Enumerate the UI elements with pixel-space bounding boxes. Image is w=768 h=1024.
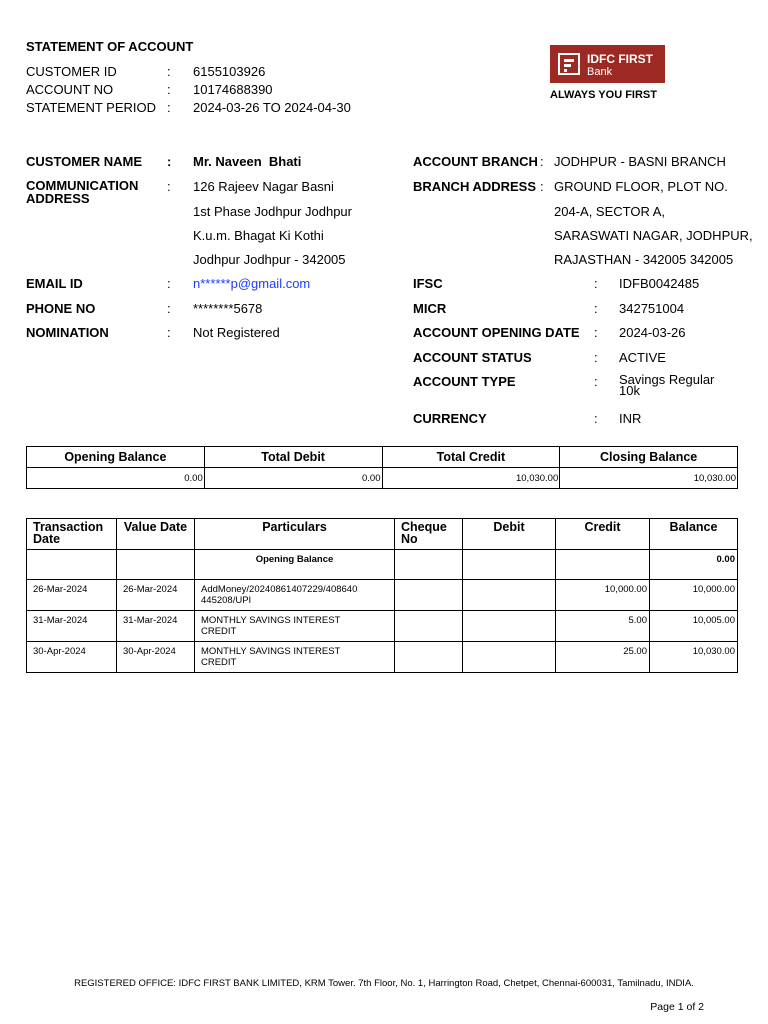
value-date: 30-Apr-2024: [117, 642, 195, 673]
total-debit-value: 0.00: [204, 468, 382, 489]
account-type-value: Savings Regular 10k: [619, 372, 715, 398]
txn-date: 30-Apr-2024: [27, 642, 117, 673]
value-date: 31-Mar-2024: [117, 611, 195, 642]
cheque-no: [395, 580, 463, 611]
header-cheque-no: Cheque No: [395, 519, 463, 550]
opening-balance-row: [27, 550, 738, 580]
branch-address-line: 204-A, SECTOR A,: [554, 204, 666, 219]
debit-amount: [463, 580, 556, 611]
account-branch-label: ACCOUNT BRANCH: [413, 154, 538, 169]
address-line: K.u.m. Bhagat Ki Kothi: [193, 228, 324, 243]
credit-amount: 25.00: [556, 642, 650, 673]
total-credit-value: 10,030.00: [382, 468, 560, 489]
colon: :: [167, 82, 171, 97]
credit-amount: 5.00: [556, 611, 650, 642]
address-line: Jodhpur Jodhpur - 342005: [193, 252, 346, 267]
colon: :: [594, 411, 598, 426]
colon: :: [167, 301, 171, 316]
header-balance: Balance: [650, 519, 738, 550]
currency-value: INR: [619, 411, 642, 426]
opening-date-label: ACCOUNT OPENING DATE: [413, 325, 580, 340]
summary-header: Closing Balance: [560, 447, 738, 468]
colon: :: [167, 154, 172, 169]
opening-date-value: 2024-03-26: [619, 325, 686, 340]
colon: :: [594, 350, 598, 365]
colon: :: [594, 276, 598, 291]
opening-balance-amount: 0.00: [650, 550, 738, 580]
balance-amount: 10,005.00: [650, 611, 738, 642]
colon: :: [167, 276, 171, 291]
statement-period-value: 2024-03-26 TO 2024-04-30: [193, 100, 351, 115]
account-no-value: 10174688390: [193, 82, 273, 97]
micr-value: 342751004: [619, 301, 685, 316]
registered-office-footer: REGISTERED OFFICE: IDFC FIRST BANK LIMITED, KRM Tower. 7th Floor, No. 1, Harrington Road, Chetpet, Chennai-600031, Tamilnadu, INDIA.: [74, 978, 694, 989]
balance-amount: 10,030.00: [650, 642, 738, 673]
colon: :: [167, 325, 171, 340]
ifsc-label: IFSC: [413, 276, 443, 291]
branch-address-line: RAJASTHAN - 342005 342005: [554, 252, 734, 267]
value-date: 26-Mar-2024: [117, 580, 195, 611]
nomination-value: Not Registered: [193, 325, 280, 340]
account-status-label: ACCOUNT STATUS: [413, 350, 532, 365]
address-line: 1st Phase Jodhpur Jodhpur: [193, 204, 352, 219]
table-row: [27, 580, 738, 611]
cheque-no: [395, 642, 463, 673]
currency-label: CURRENCY: [413, 411, 487, 426]
customer-id-label: CUSTOMER ID: [26, 64, 117, 79]
particulars: MONTHLY SAVINGS INTEREST CREDIT: [195, 642, 395, 673]
debit-amount: [463, 611, 556, 642]
colon: :: [167, 100, 171, 115]
branch-address-label: BRANCH ADDRESS: [413, 179, 537, 194]
header-particulars: Particulars: [195, 519, 395, 550]
txn-date: 26-Mar-2024: [27, 580, 117, 611]
credit-amount: 10,000.00: [556, 580, 650, 611]
txn-date: 31-Mar-2024: [27, 611, 117, 642]
table-row: [27, 642, 738, 673]
summary-header: Opening Balance: [27, 447, 205, 468]
logo-line1: IDFC FIRST: [587, 52, 653, 66]
page-number: Page 1 of 2: [650, 1001, 704, 1013]
branch-address-line: SARASWATI NAGAR, JODHPUR,: [554, 228, 753, 243]
colon: :: [594, 301, 598, 316]
phone-label: PHONE NO: [26, 301, 96, 316]
statement-period-label: STATEMENT PERIOD: [26, 100, 157, 115]
header-debit: Debit: [463, 519, 556, 550]
closing-balance-value: 10,030.00: [560, 468, 738, 489]
debit-amount: [463, 642, 556, 673]
customer-id-value: 6155103926: [193, 64, 266, 79]
address-line: 126 Rajeev Nagar Basni: [193, 179, 334, 194]
account-type-label: ACCOUNT TYPE: [413, 374, 516, 389]
colon: :: [594, 374, 598, 389]
email-value[interactable]: n******p@gmail.com: [193, 276, 311, 291]
opening-balance-value: 0.00: [27, 468, 205, 489]
email-label: EMAIL ID: [26, 276, 83, 291]
bank-logo-icon: [558, 53, 580, 75]
customer-name-value: Mr. Naveen Bhati: [193, 154, 302, 169]
summary-header: Total Debit: [204, 447, 382, 468]
logo-tagline: ALWAYS YOU FIRST: [550, 89, 657, 101]
phone-value: ********5678: [193, 301, 263, 316]
table-row: [27, 611, 738, 642]
nomination-label: NOMINATION: [26, 325, 109, 340]
header-value-date: Value Date: [117, 519, 195, 550]
particulars: MONTHLY SAVINGS INTEREST CREDIT: [195, 611, 395, 642]
header-credit: Credit: [556, 519, 650, 550]
account-status-value: ACTIVE: [619, 350, 666, 365]
logo-line2: Bank: [587, 66, 613, 78]
particulars: AddMoney/20240861407229/408640 445208/UPI: [195, 580, 395, 611]
communication-address-label: COMMUNICATION ADDRESS: [26, 178, 139, 206]
bank-logo: [550, 45, 665, 83]
branch-address-line: GROUND FLOOR, PLOT NO.: [554, 179, 728, 194]
transactions-table: [26, 518, 738, 673]
colon: :: [167, 64, 171, 79]
header-transaction-date: Transaction Date: [27, 519, 117, 550]
opening-balance-label: Opening Balance: [195, 550, 395, 580]
colon: :: [594, 325, 598, 340]
balance-summary-table: [26, 446, 738, 489]
statement-title: STATEMENT OF ACCOUNT: [26, 39, 194, 54]
colon: :: [540, 179, 544, 194]
account-branch-value: JODHPUR - BASNI BRANCH: [554, 154, 726, 169]
account-no-label: ACCOUNT NO: [26, 82, 114, 97]
micr-label: MICR: [413, 301, 447, 316]
ifsc-value: IDFB0042485: [619, 276, 700, 291]
colon: :: [540, 154, 544, 169]
cheque-no: [395, 611, 463, 642]
colon: :: [167, 179, 171, 194]
summary-header: Total Credit: [382, 447, 560, 468]
balance-amount: 10,000.00: [650, 580, 738, 611]
customer-name-label: CUSTOMER NAME: [26, 154, 143, 169]
